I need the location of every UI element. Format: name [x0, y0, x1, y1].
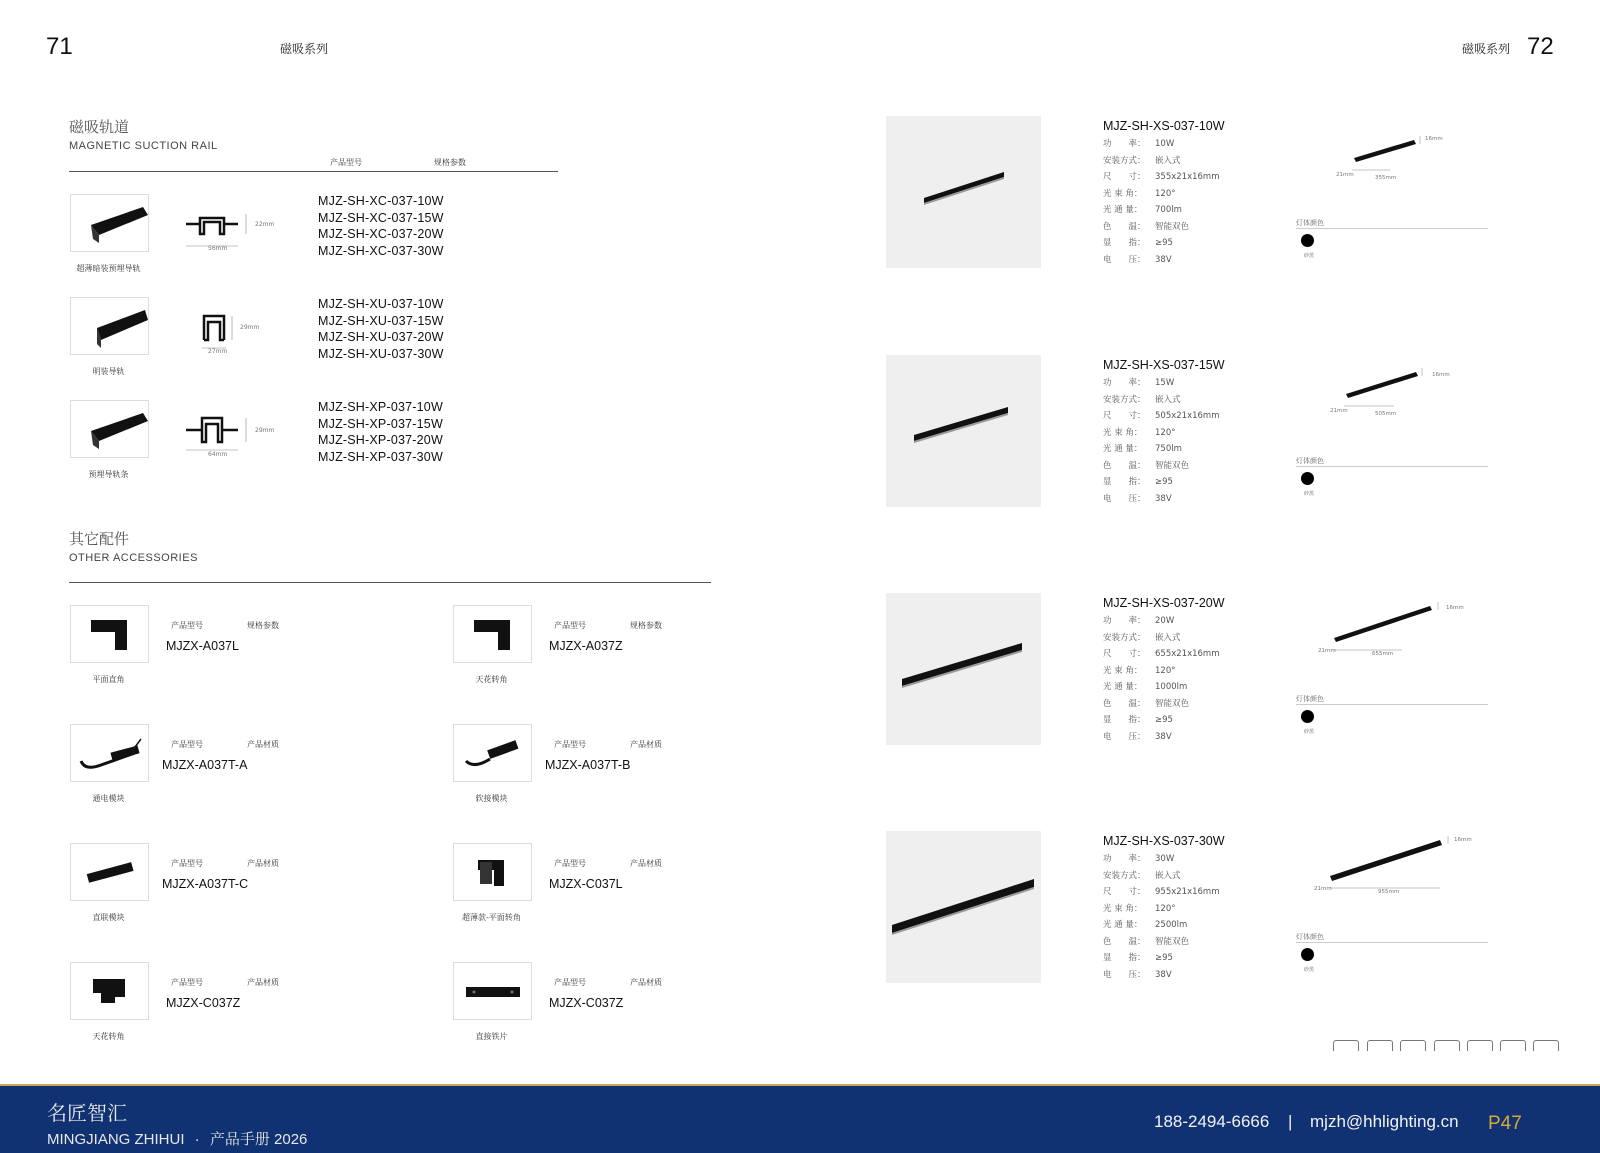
accessory-caption: 软接模块: [475, 794, 508, 803]
product-spec-list: [1103, 613, 1219, 745]
accessory-col-model: 产品型号: [554, 978, 586, 987]
rail-height-dim: 29mm: [255, 427, 275, 434]
rail-divider: [69, 171, 558, 172]
product-image: [886, 355, 1041, 507]
spec-value: 355x21x16mm: [1155, 172, 1220, 182]
spec-label: 光 束 角：: [1103, 665, 1143, 676]
spec-label: 电 压：: [1103, 254, 1146, 265]
spec-label: 光 束 角：: [1103, 188, 1143, 199]
color-swatch: [1301, 472, 1314, 485]
rail-height-dim: 29mm: [240, 324, 260, 331]
rail-profile-drawing: [184, 210, 274, 255]
product-spec-list: [1103, 851, 1219, 983]
certification-icon: [1400, 1040, 1426, 1051]
spec-value: 38V: [1155, 493, 1172, 504]
certification-icon: [1367, 1040, 1393, 1051]
spec-label: 尺 寸：: [1103, 649, 1146, 659]
dimension-width: 21mm: [1330, 408, 1348, 414]
spec-value: 655x21x16mm: [1155, 649, 1220, 659]
rail-thumbnail: [70, 400, 149, 458]
accessory-caption: 直联模块: [92, 913, 125, 922]
accessory-model: MJZX-A037L: [166, 639, 239, 653]
spec-value: 955x21x16mm: [1155, 887, 1220, 897]
rail-width-dim: 64mm: [208, 451, 228, 458]
rail-thumbnail: [70, 297, 149, 355]
catalog-title: 产品手册 2026: [209, 1131, 308, 1148]
spec-value: 嵌入式: [1155, 870, 1181, 881]
accessory-col-model: 产品型号: [171, 740, 203, 749]
spec-value: 20W: [1155, 616, 1175, 626]
right-page-number: 72: [1527, 33, 1554, 60]
dimension-length: 955mm: [1378, 889, 1400, 895]
rail-profile-drawing: [184, 414, 274, 459]
accessory-col-model: 产品型号: [554, 859, 586, 868]
spec-label: 光 通 量：: [1103, 444, 1143, 454]
spec-label: 安装方式：: [1103, 394, 1146, 405]
accessory-col-spec: 规格参数: [630, 621, 662, 630]
rail-model: MJZ-SH-XC-037-30W: [318, 243, 444, 258]
spec-value: 700lm: [1155, 205, 1182, 215]
spec-label: 功 率：: [1103, 616, 1146, 626]
accessory-col-model: 产品型号: [554, 621, 586, 630]
accessory-thumbnail: [70, 724, 149, 782]
rail-section-title: 磁吸轨道: [69, 118, 130, 136]
rail-model: MJZ-SH-XC-037-10W: [318, 194, 444, 208]
spec-label: 显 指：: [1103, 715, 1146, 725]
spec-label: 尺 寸：: [1103, 411, 1146, 421]
color-divider: [1296, 466, 1488, 467]
spec-label: 安装方式：: [1103, 632, 1146, 643]
spec-value: 30W: [1155, 854, 1175, 864]
accessory-col-material: 产品材质: [247, 978, 279, 987]
rail-model-list: [318, 193, 444, 259]
dimension-height: 16mm: [1454, 837, 1472, 843]
dimension-width: 21mm: [1336, 172, 1354, 178]
rail-caption: 预埋导轨条: [88, 470, 129, 479]
footer-email[interactable]: mjzh@hhlighting.cn: [1310, 1112, 1459, 1131]
rail-model: MJZ-SH-XP-037-10W: [318, 400, 443, 414]
spec-label: 功 率：: [1103, 854, 1146, 864]
spec-label: 显 指：: [1103, 238, 1146, 248]
color-divider: [1296, 704, 1488, 705]
rail-model: MJZ-SH-XP-037-30W: [318, 449, 443, 464]
spec-label: 显 指：: [1103, 477, 1146, 487]
product-image: [886, 116, 1041, 268]
rail-model: MJZ-SH-XP-037-20W: [318, 433, 443, 447]
spec-value: 120°: [1155, 903, 1176, 914]
product-title: MJZ-SH-XS-037-15W: [1103, 358, 1225, 372]
product-title: MJZ-SH-XS-037-30W: [1103, 834, 1225, 848]
accessories-divider: [69, 582, 711, 583]
certification-icon: [1333, 1040, 1359, 1051]
product-image: [886, 831, 1041, 983]
accessory-caption: 平面直角: [92, 675, 125, 684]
spec-value: 2500lm: [1155, 920, 1188, 930]
certification-icon: [1500, 1040, 1526, 1051]
spec-label: 光 通 量：: [1103, 920, 1143, 930]
accessory-thumbnail: [453, 724, 532, 782]
rail-width-dim: 56mm: [208, 245, 228, 252]
dimension-height: 16mm: [1446, 605, 1464, 611]
color-swatch: [1301, 234, 1314, 247]
rail-height-dim: 22mm: [255, 221, 275, 228]
footer-page-number: P47: [1488, 1113, 1522, 1134]
spec-value: 嵌入式: [1155, 632, 1181, 643]
accessory-model: MJZX-C037Z: [166, 996, 241, 1010]
certification-icon: [1533, 1040, 1559, 1051]
product-title: MJZ-SH-XS-037-20W: [1103, 596, 1225, 610]
color-divider: [1296, 942, 1488, 943]
footer-separator: |: [1288, 1112, 1293, 1131]
rail-model-list: [318, 399, 443, 465]
accessory-thumbnail: [70, 843, 149, 901]
certification-icon: [1467, 1040, 1493, 1051]
rail-model: MJZ-SH-XU-037-15W: [318, 313, 444, 328]
color-name: 砂黑: [1304, 253, 1315, 259]
accessory-col-model: 产品型号: [171, 978, 203, 987]
color-divider: [1296, 228, 1488, 229]
series-label-left: 磁吸系列: [280, 42, 329, 56]
spec-value: 智能双色: [1155, 221, 1190, 232]
rail-model: MJZ-SH-XU-037-10W: [318, 297, 444, 311]
rail-width-dim: 27mm: [208, 348, 228, 355]
spec-value: 15W: [1155, 378, 1175, 388]
left-page-number: 71: [46, 33, 73, 60]
color-name: 砂黑: [1304, 729, 1315, 735]
rail-model-list: [318, 296, 444, 362]
color-name: 砂黑: [1304, 967, 1315, 973]
series-label-right: 磁吸系列: [1462, 42, 1511, 56]
brand-footer-line: [47, 1128, 307, 1149]
spec-value: 38V: [1155, 969, 1172, 980]
accessory-col-material: 产品材质: [247, 740, 279, 749]
accessory-model: MJZX-A037T-B: [545, 758, 631, 772]
accessory-thumbnail: [70, 605, 149, 663]
accessory-col-model: 产品型号: [171, 621, 203, 630]
spec-label: 光 通 量：: [1103, 205, 1143, 215]
spec-value: ≥95: [1155, 477, 1173, 487]
spec-value: 120°: [1155, 427, 1176, 438]
rail-model: MJZ-SH-XU-037-20W: [318, 330, 444, 344]
accessory-model: MJZX-C037L: [549, 877, 623, 891]
spec-label: 色 温：: [1103, 698, 1146, 709]
spec-value: ≥95: [1155, 953, 1173, 963]
spec-value: 120°: [1155, 665, 1176, 676]
product-title: MJZ-SH-XS-037-10W: [1103, 119, 1225, 133]
color-label: 灯体颜色: [1296, 933, 1324, 941]
color-swatch: [1301, 948, 1314, 961]
accessory-thumbnail: [453, 843, 532, 901]
rail-model: MJZ-SH-XP-037-15W: [318, 416, 443, 431]
spec-label: 安装方式：: [1103, 155, 1146, 166]
accessory-caption: 通电模块: [92, 794, 125, 803]
brand-name-cn: 名匠智汇: [47, 1101, 127, 1125]
accessory-model: MJZX-C037Z: [549, 996, 624, 1010]
spec-value: 38V: [1155, 731, 1172, 742]
rail-caption: 超薄暗装预埋导轨: [76, 264, 141, 273]
certification-icon: [1434, 1040, 1460, 1051]
rail-thumbnail: [70, 194, 149, 252]
accessory-thumbnail: [453, 605, 532, 663]
dimension-length: 655mm: [1372, 651, 1394, 657]
accessory-caption: 天花转角: [92, 1032, 125, 1041]
spec-label: 色 温：: [1103, 221, 1146, 232]
spec-label: 电 压：: [1103, 493, 1146, 504]
spec-label: 色 温：: [1103, 936, 1146, 947]
spec-value: 嵌入式: [1155, 155, 1181, 166]
accessories-section-subtitle: OTHER ACCESSORIES: [69, 552, 198, 564]
accessory-col-material: 产品材质: [630, 859, 662, 868]
dimension-width: 21mm: [1318, 648, 1336, 654]
color-label: 灯体颜色: [1296, 457, 1324, 465]
accessory-thumbnail: [453, 962, 532, 1020]
accessory-caption: 超薄款-平面转角: [462, 913, 521, 922]
spec-value: 38V: [1155, 254, 1172, 265]
spec-value: 10W: [1155, 139, 1175, 149]
rail-model: MJZ-SH-XC-037-20W: [318, 227, 444, 241]
rail-col-spec: 规格参数: [434, 158, 466, 167]
rail-model: MJZ-SH-XC-037-15W: [318, 210, 444, 225]
spec-value: 智能双色: [1155, 698, 1190, 709]
spec-label: 光 通 量：: [1103, 682, 1143, 692]
spec-value: 嵌入式: [1155, 394, 1181, 405]
accessory-model: MJZX-A037Z: [549, 639, 623, 653]
accessory-model: MJZX-A037T-C: [162, 877, 249, 891]
accessory-col-material: 产品材质: [247, 859, 279, 868]
spec-value: 120°: [1155, 188, 1176, 199]
spec-value: 智能双色: [1155, 936, 1190, 947]
rail-model: MJZ-SH-XU-037-30W: [318, 346, 444, 361]
spec-label: 尺 寸：: [1103, 887, 1146, 897]
accessory-col-model: 产品型号: [554, 740, 586, 749]
rail-caption: 明装导轨: [92, 367, 125, 376]
product-spec-list: [1103, 375, 1219, 507]
spec-label: 光 束 角：: [1103, 427, 1143, 438]
product-spec-list: [1103, 136, 1219, 268]
rail-col-model: 产品型号: [330, 158, 362, 167]
spec-label: 功 率：: [1103, 378, 1146, 388]
dimension-length: 505mm: [1375, 411, 1397, 417]
spec-label: 尺 寸：: [1103, 172, 1146, 182]
dimension-length: 355mm: [1375, 175, 1397, 181]
accessories-section-title: 其它配件: [69, 530, 130, 548]
brand-dot: ·: [194, 1131, 200, 1148]
spec-label: 功 率：: [1103, 139, 1146, 149]
accessory-col-material: 产品材质: [630, 740, 662, 749]
accessory-col-material: 产品材质: [630, 978, 662, 987]
spec-value: 750lm: [1155, 444, 1182, 454]
spec-value: 1000lm: [1155, 682, 1188, 692]
accessory-model: MJZX-A037T-A: [162, 758, 248, 772]
spec-label: 安装方式：: [1103, 870, 1146, 881]
spec-label: 光 束 角：: [1103, 903, 1143, 914]
spec-label: 色 温：: [1103, 460, 1146, 471]
dimension-height: 16mm: [1425, 136, 1443, 142]
product-image: [886, 593, 1041, 745]
accessory-caption: 天花转角: [475, 675, 508, 684]
spec-label: 显 指：: [1103, 953, 1146, 963]
spec-label: 电 压：: [1103, 731, 1146, 742]
brand-name-en: MINGJIANG ZHIHUI: [47, 1131, 185, 1148]
spec-value: 505x21x16mm: [1155, 411, 1220, 421]
rail-section-subtitle: MAGNETIC SUCTION RAIL: [69, 140, 218, 152]
accessory-thumbnail: [70, 962, 149, 1020]
accessory-col-spec: 规格参数: [247, 621, 279, 630]
spec-value: ≥95: [1155, 238, 1173, 248]
color-swatch: [1301, 710, 1314, 723]
footer-phone: 188-2494-6666: [1154, 1112, 1270, 1131]
spec-label: 电 压：: [1103, 969, 1146, 980]
color-name: 砂黑: [1304, 491, 1315, 497]
color-label: 灯体颜色: [1296, 695, 1324, 703]
dimension-width: 21mm: [1314, 886, 1332, 892]
spec-value: 智能双色: [1155, 460, 1190, 471]
spec-value: ≥95: [1155, 715, 1173, 725]
dimension-height: 16mm: [1432, 372, 1450, 378]
accessory-caption: 直接铁片: [475, 1032, 508, 1041]
accessory-col-model: 产品型号: [171, 859, 203, 868]
color-label: 灯体颜色: [1296, 219, 1324, 227]
